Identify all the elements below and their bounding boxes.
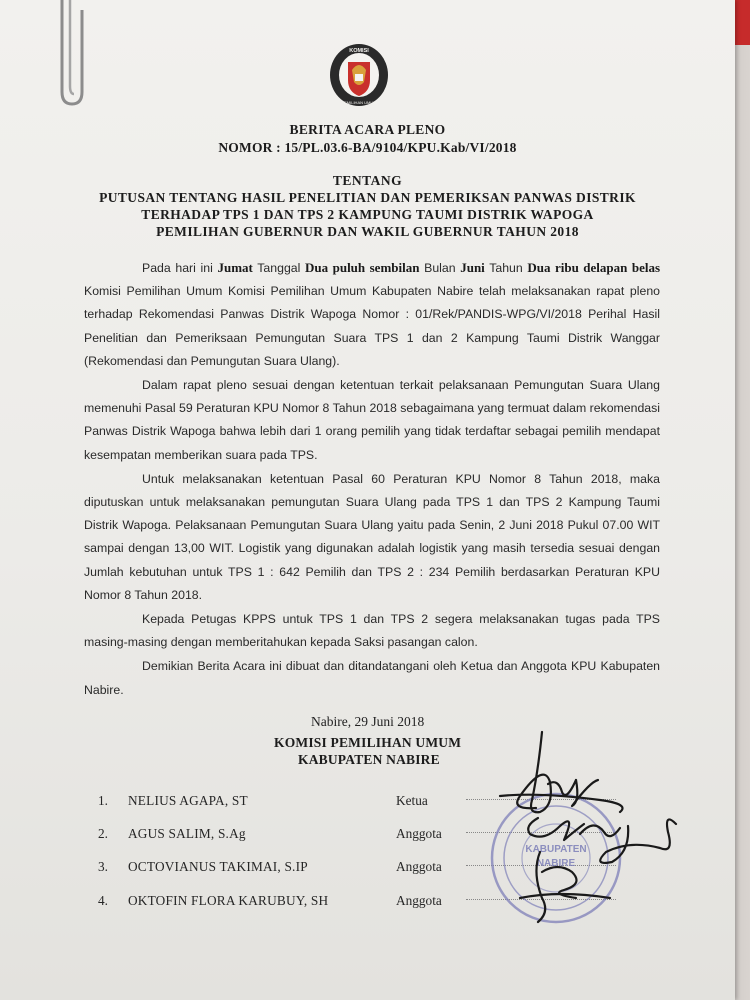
member-role: Anggota [396, 859, 442, 874]
member-name: OCTOVIANUS TAKIMAI, S.IP [128, 859, 308, 874]
member-number: 1. [98, 793, 108, 808]
p1-month: Juni [460, 260, 485, 275]
subject-line-3: PEMILIHAN GUBERNUR DAN WAKIL GUBERNUR TAHUN 2018 [156, 224, 579, 239]
logo-text-bottom: PEMILIHAN UMUM [341, 100, 377, 105]
paragraph-3: Untuk melaksanakan ketentuan Pasal 60 Peraturan KPU Nomor 8 Tahun 2018, maka diputuskan untuk melaksanakan pemungutan Suara Ulang pada TPS 1 dan TPS 2 Kampung Taumi Distrik Wapoga. Pelaksanaan Pemungutan Suara Ulang yaitu pada Senin, 2 Juni 2018 Pukul 07.00 WIT sampai dengan 13,00 WIT. Logistik yang digunakan adalah logistik yang masih tersedia sesuai dengan Jumlah kebutuhan untuk TPS 1 : 642 Pemilih dan TPS 2 : 234 Pemilih berdasarkan Peraturan KPU Nomor 8 Tahun 2018. [84, 471, 660, 602]
stamp-text-top: KABUPATEN [525, 844, 587, 855]
p1-text-f: Komisi Pemilihan Umum Komisi Pemilihan Umum Kabupaten Nabire telah melaksanakan rapat pleno terhadap Rekomendasi Panwas Distrik Wapoga Nomor : 01/Rek/PANDIS-WPG/VI/2018 Perihal Hasil Penelitian dan Pemeriksaan Pemungutan Suara TPS 1 dan 2 Kampung Taumi Distrik Wanggar (Rekomendasi dan Pemungutan Suara Ulang). [84, 284, 660, 368]
logo-text-top: KOMISI [349, 48, 369, 54]
member-number: 4. [98, 893, 108, 908]
member-name: NELIUS AGAPA, ST [128, 793, 248, 808]
member-name: AGUS SALIM, S.Ag [128, 826, 246, 841]
p1-text-e: Tahun [484, 261, 528, 275]
document-number: NOMOR : 15/PL.03.6-BA/9104/KPU.Kab/VI/2018 [218, 140, 517, 155]
org-name-line-1: KOMISI PEMILIHAN UMUM [274, 735, 462, 750]
subject-line-2: TERHADAP TPS 1 DAN TPS 2 KAMPUNG TAUMI DISTRIK WAPOGA [141, 207, 594, 222]
p1-text-a: Pada hari ini [142, 261, 218, 275]
p1-day: Jumat [217, 260, 253, 275]
member-number: 2. [98, 826, 108, 841]
p1-text-c: Tanggal [252, 261, 306, 275]
p1-year: Dua ribu delapan belas [527, 260, 661, 275]
paragraph-1 [84, 256, 660, 373]
paragraph-4: Kepada Petugas KPPS untuk TPS 1 dan TPS 2 segera melaksanakan tugas pada TPS masing-masing dengan memberitahukan kepada Saksi pasangan calon. [84, 612, 660, 650]
subject-line-1: PUTUSAN TENTANG HASIL PENELITIAN DAN PEMERIKSAN PANWAS DISTRIK [99, 190, 636, 205]
paperclip-icon [48, 0, 88, 110]
member-number: 3. [98, 859, 108, 874]
paragraph-5: Demikian Berita Acara ini dibuat dan ditandatangani oleh Ketua dan Anggota KPU Kabupaten Nabire. [84, 659, 660, 697]
stamp-text-center: NABIRE [536, 858, 576, 869]
member-role: Anggota [396, 893, 442, 908]
p1-text-d: Bulan [419, 261, 461, 275]
about-label: TENTANG [332, 173, 403, 188]
member-role: Ketua [396, 793, 428, 808]
place-date: Nabire, 29 Juni 2018 [311, 714, 425, 729]
member-name: OKTOFIN FLORA KARUBUY, SH [128, 893, 329, 908]
document-title: BERITA ACARA PLENO [289, 122, 446, 137]
signature-scribble-icon [480, 722, 690, 932]
org-name-line-2: KABUPATEN NABIRE [298, 752, 440, 767]
p1-date: Dua puluh sembilan [305, 260, 420, 275]
paragraph-2: Dalam rapat pleno sesuai dengan ketentuan terkait pelaksanaan Pemungutan Suara Ulang memenuhi Pasal 59 Peraturan KPU Nomor 8 Tahun 2018 sebagaimana yang termuat dalam rekomendasi Panwas Distrik Wapoga bahwa lebih dari 1 orang pemilih yang tidak terdaftar sebagai pemilih mendapat kesempatan memberikan suara pada TPS. [84, 378, 661, 462]
document-body [84, 256, 660, 703]
kpu-logo-icon [328, 42, 390, 108]
member-role: Anggota [396, 826, 442, 841]
